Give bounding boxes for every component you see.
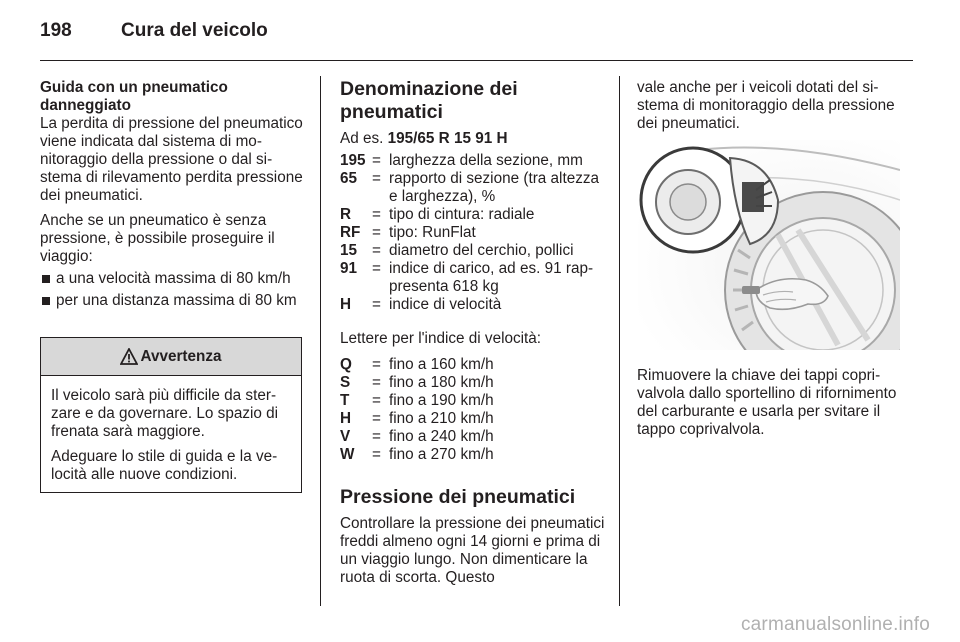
table-row: Q = fino a 160 km/h (340, 356, 494, 373)
fuel-door-valve-key-illustration (638, 140, 900, 350)
warning-header (41, 338, 301, 376)
header-rule (40, 60, 913, 61)
example-prefix: Ad es. (340, 130, 384, 147)
example-line (340, 130, 608, 148)
list-item: per una distanza massima di 80 km (40, 292, 304, 310)
col1-paragraph-2: Anche se un pneumatico è senza pressione, è possibile proseguire il viaggio: (40, 212, 275, 265)
warning-box (40, 337, 302, 493)
table-row: 15 = diametro del cerchio, pollici (340, 242, 574, 259)
list-item: a una velocità massima di 80 km/h (40, 270, 304, 288)
column-2 (340, 78, 608, 587)
table-row: 65 = rapporto di sezione (tra altezza e larghezza), % (340, 170, 600, 205)
page-number: 198 (40, 20, 72, 41)
table-row: H = indice di velocità (340, 296, 502, 313)
table-row: 91 = indice di carico, ad es. 91 rappresenta 618 kg (340, 260, 594, 295)
column-divider-1 (320, 76, 321, 606)
warning-paragraph-2: Adeguare lo stile di guida e la velocità alle nuove condizioni. (51, 448, 278, 483)
warning-triangle-icon (120, 348, 138, 365)
column-1 (40, 79, 304, 314)
table-row: S = fino a 180 km/h (340, 374, 494, 391)
column-divider-2 (619, 76, 620, 606)
table-row: R = tipo di cintura: radiale (340, 206, 535, 223)
example-value: 195/65 R 15 91 H (387, 130, 508, 147)
page-title: Cura del veicolo (121, 20, 268, 41)
section-heading-tire-pressure: Pressione dei pneumatici (340, 486, 576, 508)
table-row: H = fino a 210 km/h (340, 410, 494, 427)
col1-body (40, 115, 304, 310)
illustration-svg (638, 140, 900, 350)
warning-paragraph-1: Il veicolo sarà più difficile da sterzare e da governare. Lo spazio di frenata sarà maggiore. (51, 387, 279, 440)
watermark: carmanualsonline.info (740, 614, 930, 635)
table-row: V = fino a 240 km/h (340, 428, 494, 445)
col1-paragraph-1: La perdita di pressione del pneumatico viene indicata dal sistema di monitoraggio della pressione o dal sistema di rilevamento perdita pressione dei pneumatici. (40, 115, 303, 204)
pressure-paragraph: Controllare la pressione dei pneumatici freddi almeno ogni 14 giorni e prima di un viaggio lungo. Non dimenticare la ruota di scorta. Questo (340, 515, 605, 586)
warning-body (41, 376, 301, 492)
table-row: RF = tipo: RunFlat (340, 224, 476, 241)
section-heading-tire-designation: Denominazione dei pneumatici (340, 78, 518, 123)
section-heading-damaged-tire: Guida con un pneumatico danneggiato (40, 79, 228, 114)
bullet-list (40, 270, 304, 310)
table-row: T = fino a 190 km/h (340, 392, 494, 409)
bullet-square-icon (42, 297, 50, 305)
warning-title: Avvertenza (140, 347, 222, 365)
designation-table (340, 152, 608, 314)
table-row: W = fino a 270 km/h (340, 446, 494, 463)
col3-paragraph-1: vale anche per i veicoli dotati del sistema di monitoraggio della pressione dei pneumatici. (637, 79, 895, 132)
speed-index-table (340, 356, 608, 464)
speed-index-intro: Lettere per l'indice di velocità: (340, 330, 542, 347)
bullet-square-icon (42, 275, 50, 283)
col3-caption: Rimuovere la chiave dei tappi coprivalvola dallo sportellino di rifornimento del carburante e usarla per svitare il tappo coprivalvola. (637, 367, 897, 438)
table-row: 195 = larghezza della sezione, mm (340, 152, 583, 169)
